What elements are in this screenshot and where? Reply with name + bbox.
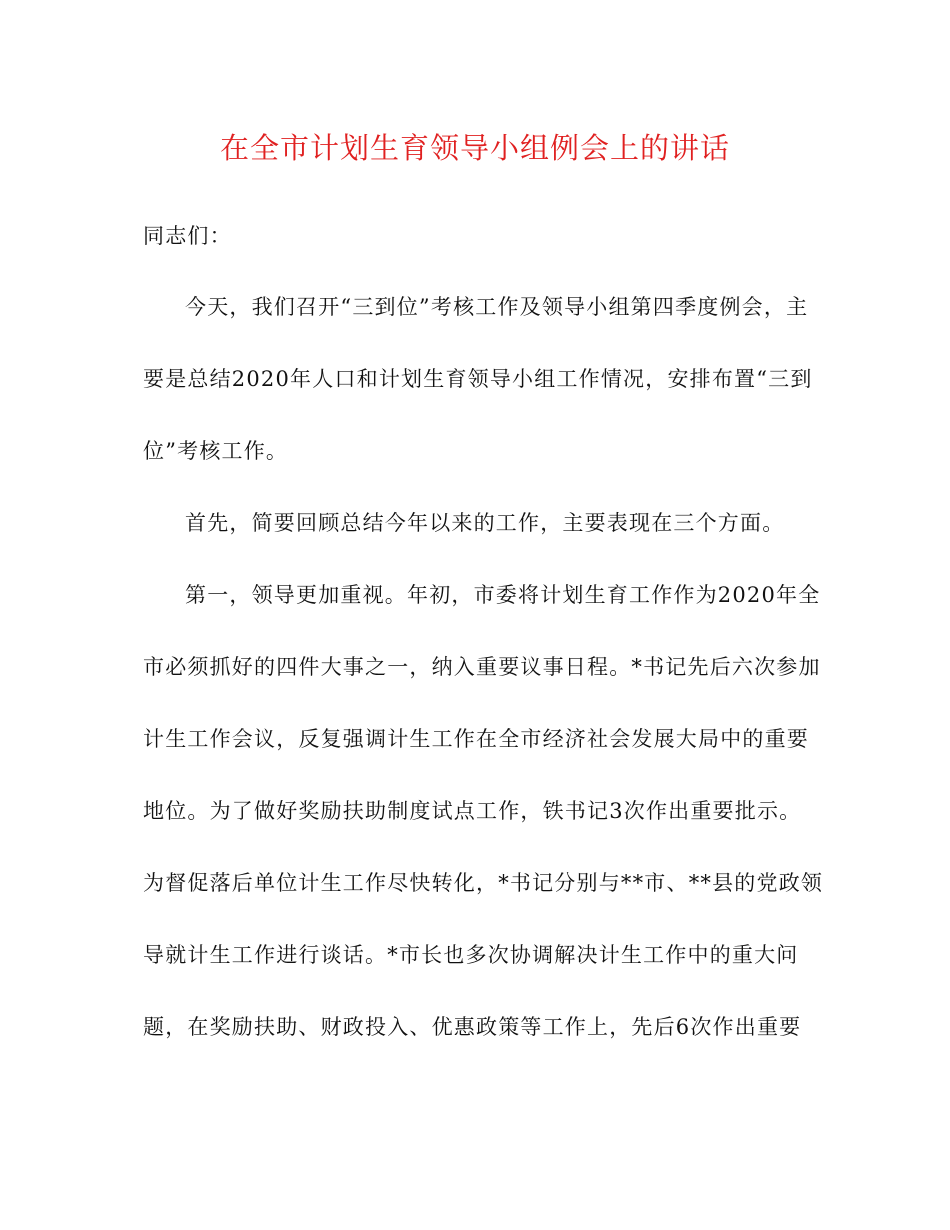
salutation-line: 同志们： bbox=[143, 224, 232, 248]
body-line: 计生工作会议，反复强调计生工作在全市经济社会发展大局中的重要 bbox=[143, 727, 809, 751]
body-line: 题，在奖励扶助、财政投入、优惠政策等工作上，先后6次作出重要 bbox=[143, 1015, 802, 1039]
body-line: 为督促落后单位计生工作尽快转化，*书记分别与**市、**县的党政领 bbox=[143, 871, 824, 895]
body-line: 位”考核工作。 bbox=[143, 439, 289, 463]
body-line: 今天，我们召开“三到位”考核工作及领导小组第四季度例会，主 bbox=[185, 295, 809, 319]
document-title: 在全市计划生育领导小组例会上的讲话 bbox=[219, 131, 730, 165]
body-line: 第一，领导更加重视。年初，市委将计划生育工作作为2020年全 bbox=[185, 583, 821, 607]
body-line: 首先，简要回顾总结今年以来的工作，主要表现在三个方面。 bbox=[185, 511, 785, 535]
body-line: 导就计生工作进行谈话。*市长也多次协调解决计生工作中的重大问 bbox=[143, 943, 799, 967]
body-line: 要是总结2020年人口和计划生育领导小组工作情况，安排布置“三到 bbox=[143, 367, 813, 391]
body-line: 市必须抓好的四件大事之一，纳入重要议事日程。*书记先后六次参加 bbox=[143, 655, 821, 679]
body-line: 地位。为了做好奖励扶助制度试点工作，铁书记3次作出重要批示。 bbox=[143, 799, 802, 823]
